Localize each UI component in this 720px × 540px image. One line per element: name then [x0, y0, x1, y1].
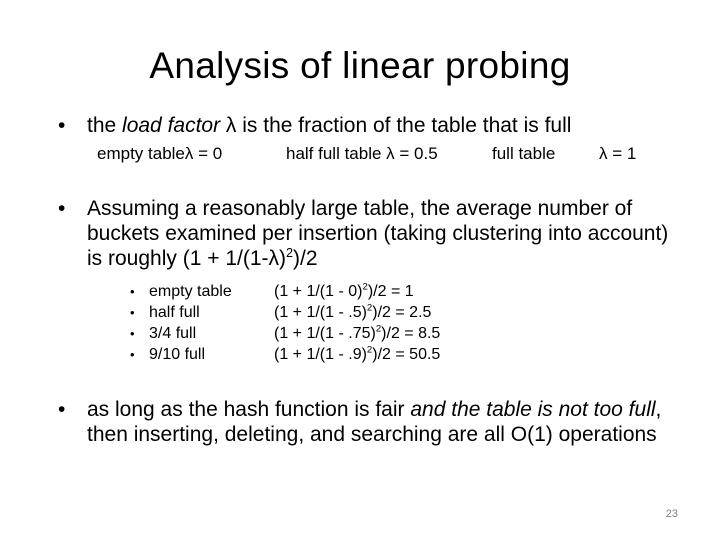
bullet-text-after: )/2: [293, 247, 318, 270]
sub-item-label: 9/10 full: [149, 346, 206, 363]
sub-item-label: half full: [149, 304, 200, 321]
bullet-text-suffix: , then inserting, deleting, and searching are all O(1) operations: [87, 398, 662, 446]
page-number: 23: [665, 508, 678, 520]
bullet-text-italic: and the table is not too full: [410, 398, 656, 421]
bullet-text-suffix: λ is the fraction of the table that is full: [220, 114, 572, 137]
bullet-text-italic: load factor: [122, 114, 221, 137]
sub-item-label: 3/4 full: [149, 325, 197, 342]
bullet-text-before: Assuming a reasonably large table, the average number of buckets examined per insertion (taking clustering into account) is roughly (1 + 1/(1-λ): [87, 197, 669, 270]
load-factor-full: full table: [492, 144, 556, 163]
exponent: 2: [286, 246, 294, 260]
exponent: 2: [375, 323, 382, 335]
load-factor-empty: empty tableλ = 0: [97, 144, 223, 163]
sub-bullet-marker: •: [130, 347, 135, 362]
load-factor-full-value: λ = 1: [599, 144, 637, 163]
formula-after: )/2 = 8.5: [381, 325, 441, 342]
formula-before: (1 + 1/(1 - .5): [274, 304, 367, 321]
sub-bullet-marker: •: [130, 284, 135, 299]
bullet-marker: •: [58, 398, 66, 421]
sub-item-label: empty table: [149, 283, 232, 300]
load-factor-half: half full table λ = 0.5: [286, 144, 438, 163]
sub-item-formula: [274, 344, 440, 365]
sub-item-formula: [274, 323, 440, 344]
formula-before: (1 + 1/(1 - 0): [274, 283, 363, 300]
bullet-text-prefix: the: [87, 114, 123, 137]
sub-bullet-marker: •: [130, 326, 135, 341]
formula-after: )/2 = 1: [367, 283, 414, 300]
sub-item-formula: [274, 302, 431, 323]
bullet-text: [87, 196, 687, 271]
bullet-text-prefix: as long as the hash function is fair: [87, 398, 411, 421]
sub-bullet-marker: •: [130, 305, 135, 320]
formula-after: )/2 = 50.5: [372, 346, 441, 363]
exponent: 2: [362, 281, 368, 293]
bullet-text: [87, 113, 571, 138]
slide-title: Analysis of linear probing: [149, 45, 571, 86]
exponent: 2: [366, 302, 373, 314]
formula-before: (1 + 1/(1 - .9): [274, 346, 367, 363]
bullet-text: [87, 397, 687, 447]
formula-before: (1 + 1/(1 - .75): [274, 325, 376, 342]
bullet-marker: •: [58, 197, 66, 220]
formula-after: )/2 = 2.5: [372, 304, 432, 321]
exponent: 2: [366, 344, 373, 356]
bullet-marker: •: [58, 114, 66, 137]
sub-item-formula: [274, 281, 414, 302]
